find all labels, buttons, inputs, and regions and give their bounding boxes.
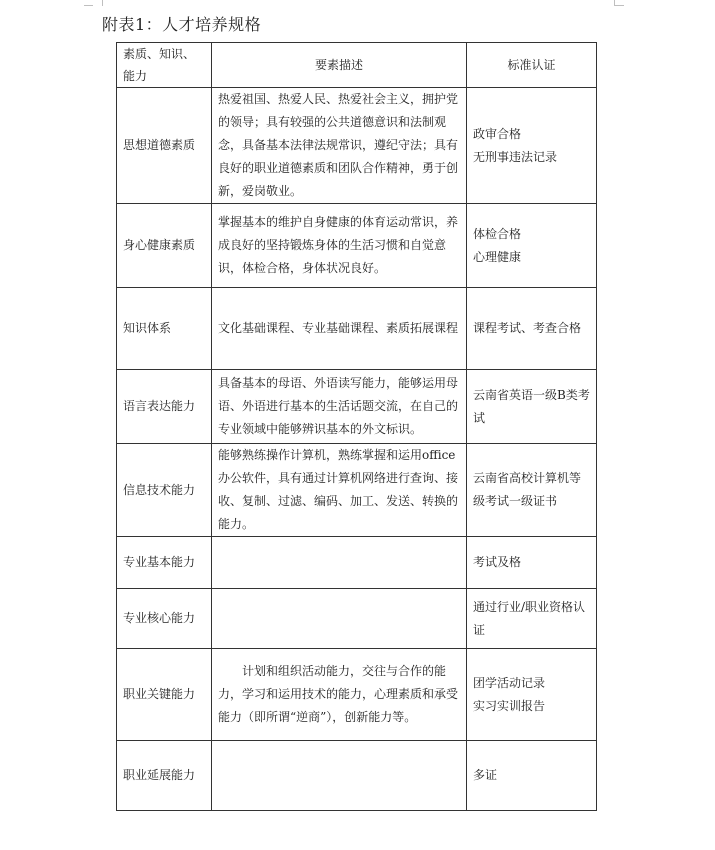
table-header-row — [117, 43, 597, 88]
row-category: 信息技术能力 — [117, 444, 212, 537]
row-certification: 通过行业/职业资格认证 — [467, 589, 597, 649]
row-certification: 多证 — [467, 741, 597, 811]
table-row — [117, 288, 597, 370]
row-category: 身心健康素质 — [117, 204, 212, 288]
table-row — [117, 589, 597, 649]
table-row — [117, 88, 597, 204]
page-title: 附表1：人才培养规格 — [102, 15, 262, 34]
page-corner-mark — [614, 5, 624, 6]
cert-line: 无刑事违法记录 — [473, 149, 558, 164]
table-row — [117, 204, 597, 288]
cert-line: 体检合格 — [473, 226, 522, 241]
row-category: 专业基本能力 — [117, 537, 212, 589]
row-description: 计划和组织活动能力，交往与合作的能力，学习和运用技术的能力，心理素质和承受能力（即所谓“逆商”），创新能力等。 — [212, 649, 467, 741]
header-col-category: 素质、知识、能力 — [117, 43, 212, 88]
row-description: 能够熟练操作计算机，熟练掌握和运用office办公软件，具有通过计算机网络进行查询、接收、复制、过滤、编码、加工、发送、转换的能力。 — [212, 444, 467, 537]
page-corner-mark — [84, 5, 93, 6]
table-row — [117, 649, 597, 741]
row-description: 热爱祖国、热爱人民、热爱社会主义，拥护党的领导；具有较强的公共道德意识和法制观念，具备基本法律法规常识，遵纪守法；具有良好的职业道德素质和团队合作精神，勇于创新，爱岗敬业。 — [212, 88, 467, 204]
table-row — [117, 444, 597, 537]
row-certification: 课程考试、考查合格 — [467, 288, 597, 370]
row-category: 职业关键能力 — [117, 649, 212, 741]
row-category: 语言表达能力 — [117, 370, 212, 444]
row-certification: 云南省高校计算机等级考试一级证书 — [467, 444, 597, 537]
cert-line: 实习实训报告 — [473, 698, 546, 713]
row-certification — [467, 649, 597, 741]
row-certification: 云南省英语一级B类考试 — [467, 370, 597, 444]
cert-line: 心理健康 — [473, 249, 522, 264]
table-row — [117, 370, 597, 444]
header-col-certification: 标准认证 — [467, 43, 597, 88]
row-certification — [467, 204, 597, 288]
row-certification: 考试及格 — [467, 537, 597, 589]
cert-line: 政审合格 — [473, 126, 522, 141]
row-certification — [467, 88, 597, 204]
row-description — [212, 589, 467, 649]
row-category: 职业延展能力 — [117, 741, 212, 811]
table-row — [117, 537, 597, 589]
row-category: 知识体系 — [117, 288, 212, 370]
row-description: 文化基础课程、专业基础课程、素质拓展课程 — [212, 288, 467, 370]
row-category: 专业核心能力 — [117, 589, 212, 649]
row-category: 思想道德素质 — [117, 88, 212, 204]
row-description: 具备基本的母语、外语读写能力，能够运用母语、外语进行基本的生活话题交流，在自己的专业领域中能够辨识基本的外文标识。 — [212, 370, 467, 444]
row-description: 掌握基本的维护自身健康的体育运动常识，养成良好的坚持锻炼身体的生活习惯和自觉意识，体检合格，身体状况良好。 — [212, 204, 467, 288]
row-description — [212, 741, 467, 811]
row-description — [212, 537, 467, 589]
table-row — [117, 741, 597, 811]
page-corner-mark — [92, 0, 103, 6]
cert-line: 团学活动记录 — [473, 675, 546, 690]
talent-spec-table — [116, 42, 597, 811]
header-col-description: 要素描述 — [212, 43, 467, 88]
